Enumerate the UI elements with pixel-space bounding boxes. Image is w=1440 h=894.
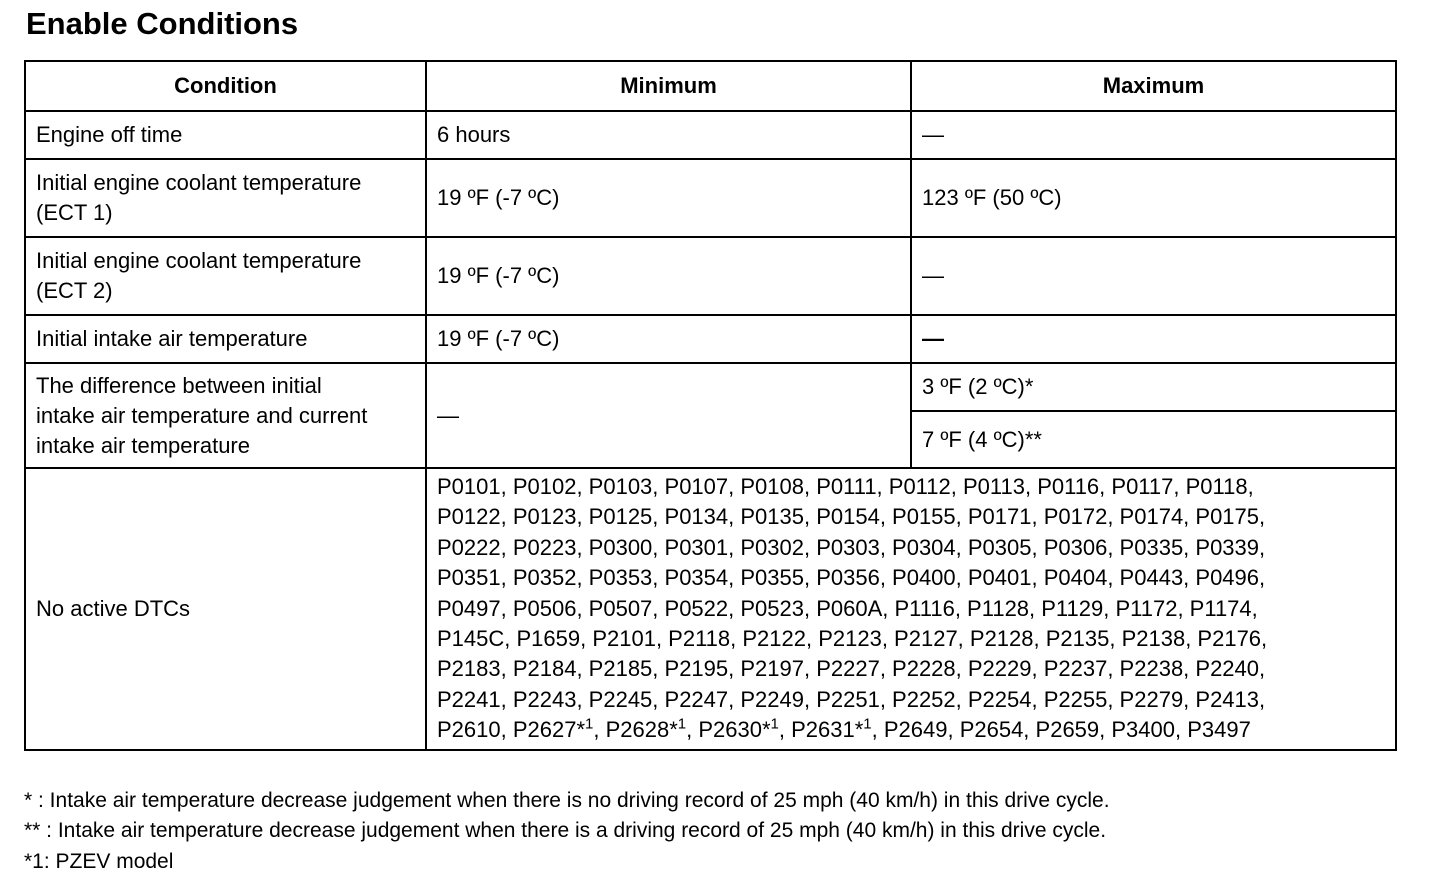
dtc-text: P2610, P2627* [437,717,586,743]
footnote-double-asterisk: ** : Intake air temperature decrease judgement when there is a driving record of 25 mph (40 km/h) in this drive cycle. [24,819,1107,843]
minimum-cell: — [426,363,911,468]
enable-conditions-table [24,60,1397,751]
dtc-line: P2183, P2184, P2185, P2195, P2197, P2227, P2228, P2229, P2237, P2238, P2240, [437,656,1266,682]
condition-line: intake air temperature and current [36,402,368,428]
dtc-text: , P2649, P2654, P2659, P3400, P3497 [871,717,1251,743]
minimum-cell: 6 hours [426,111,911,159]
minimum-cell: 19 ºF (-7 ºC) [426,315,911,363]
table-row [25,159,1396,237]
minimum-cell: 19 ºF (-7 ºC) [426,237,911,315]
maximum-cell: 7 ºF (4 ºC)** [911,411,1396,468]
dtc-list-cell [426,468,1396,750]
maximum-cell: 123 ºF (50 ºC) [911,159,1396,237]
table-row [25,111,1396,159]
table-row [25,315,1396,363]
dtc-line: P0351, P0352, P0353, P0354, P0355, P0356, P0400, P0401, P0404, P0443, P0496, [437,565,1266,591]
condition-line: (ECT 1) [36,200,113,225]
dtc-text: , P2628* [593,717,678,743]
maximum-cell: — [911,315,1396,363]
footnote-marker: 1 [585,715,594,733]
minimum-cell: 19 ºF (-7 ºC) [426,159,911,237]
condition-cell: Initial intake air temperature [25,315,426,363]
table-row [25,237,1396,315]
dtc-line: P2241, P2243, P2245, P2247, P2249, P2251, P2252, P2254, P2255, P2279, P2413, [437,686,1266,712]
maximum-cell: — [911,111,1396,159]
footnotes [24,786,1110,877]
column-header-minimum: Minimum [426,61,911,111]
column-header-maximum: Maximum [911,61,1396,111]
condition-cell [25,159,426,237]
footnote-marker: 1 [863,715,872,733]
dtc-text: , P2631* [778,717,864,743]
dtc-line: P0122, P0123, P0125, P0134, P0135, P0154, P0155, P0171, P0172, P0174, P0175, [437,504,1266,530]
dtc-line: P0222, P0223, P0300, P0301, P0302, P0303, P0304, P0305, P0306, P0335, P0339, [437,534,1266,560]
dtc-line: P0497, P0506, P0507, P0522, P0523, P060A, P1116, P1128, P1129, P1172, P1174, [437,595,1258,621]
dtc-text: , P2630* [686,717,771,743]
table-row [25,363,1396,411]
condition-line: Initial engine coolant temperature [36,170,362,195]
dtc-line: P0101, P0102, P0103, P0107, P0108, P0111, P0112, P0113, P0116, P0117, P0118, [437,474,1254,499]
dtc-line: P145C, P1659, P2101, P2118, P2122, P2123, P2127, P2128, P2135, P2138, P2176, [437,626,1268,652]
condition-line: (ECT 2) [36,278,113,303]
condition-cell [25,237,426,315]
table-row [25,468,1396,750]
footnote-marker: 1 [677,715,687,733]
dtc-line-last [437,715,1385,745]
footnote-marker: 1 [770,715,779,733]
condition-cell [25,363,426,468]
footnote-single-asterisk: * : Intake air temperature decrease judgement when there is no driving record of 25 mph (40 km/h) in this drive cycle. [24,789,1110,812]
table-header-row [25,61,1396,111]
column-header-condition: Condition [25,61,426,111]
maximum-cell: — [911,237,1396,315]
footnote-pzev: *1: PZEV model [24,849,174,873]
maximum-cell: 3 ºF (2 ºC)* [911,363,1396,411]
condition-line: Initial engine coolant temperature [36,248,362,273]
condition-cell: No active DTCs [25,468,426,750]
page-title: Enable Conditions [26,6,299,41]
condition-line: intake air temperature [36,432,250,458]
condition-line: The difference between initial [36,372,322,398]
condition-cell: Engine off time [25,111,426,159]
